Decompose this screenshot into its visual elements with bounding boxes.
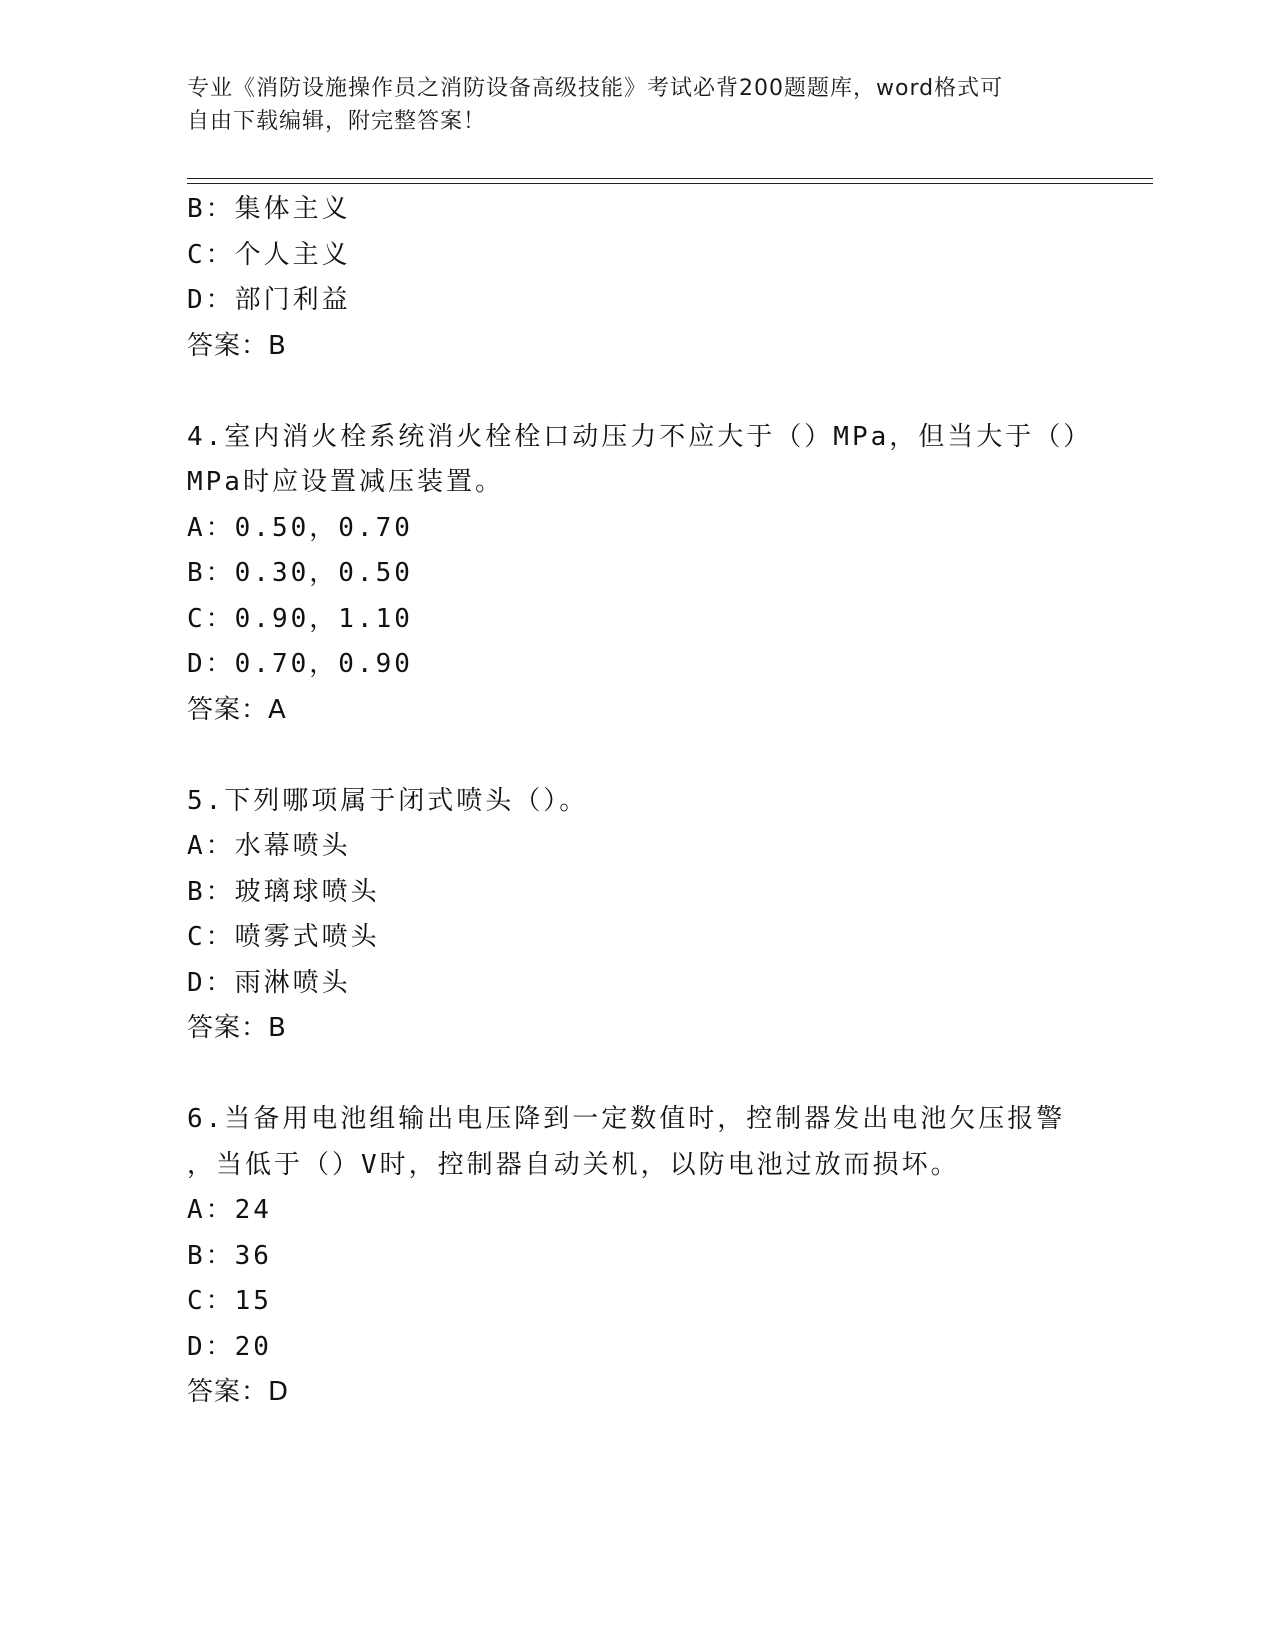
option-d: D：部门利益 bbox=[187, 285, 351, 315]
option-c: C：0.90，1.10 bbox=[187, 603, 413, 634]
question-stem-continued: ，当低于（）V时，控制器自动关机，以防电池过放而损坏。 bbox=[187, 1149, 960, 1180]
question-stem-continued: MPa时应设置减压装置。 bbox=[187, 467, 504, 497]
header-line-1: 专业《消防设施操作员之消防设备高级技能》考试必背200题题库，word格式可 bbox=[187, 76, 1004, 101]
option-a: A：24 bbox=[187, 1195, 272, 1225]
document-header bbox=[187, 72, 1057, 138]
header-line-2: 自由下载编辑，附完整答案！ bbox=[187, 109, 487, 134]
answer-line: 答案：A bbox=[187, 694, 287, 725]
option-c: C：个人主义 bbox=[187, 239, 351, 270]
option-b: B：0.30，0.50 bbox=[187, 558, 413, 588]
question-list bbox=[187, 187, 1093, 1416]
question-block-5 bbox=[187, 779, 1087, 1052]
option-a: A：水幕喷头 bbox=[187, 831, 351, 861]
question-block-4 bbox=[187, 415, 1093, 734]
question-stem: 4.室内消火栓系统消火栓栓口动压力不应大于（）MPa，但当大于（） bbox=[187, 421, 1093, 452]
question-block-6 bbox=[187, 1097, 1087, 1416]
header-divider-bottom bbox=[187, 183, 1153, 184]
option-d: D：0.70，0.90 bbox=[187, 649, 413, 679]
option-b: B：集体主义 bbox=[187, 194, 351, 224]
answer-line: 答案：B bbox=[187, 1013, 287, 1043]
option-a: A：0.50，0.70 bbox=[187, 512, 413, 543]
option-c: C：15 bbox=[187, 1286, 272, 1316]
option-b: B：玻璃球喷头 bbox=[187, 876, 380, 907]
option-d: D：雨淋喷头 bbox=[187, 967, 351, 998]
option-c: C：喷雾式喷头 bbox=[187, 922, 380, 952]
question-block-partial bbox=[187, 187, 1087, 369]
answer-line: 答案：D bbox=[187, 1377, 290, 1407]
question-stem: 5.下列哪项属于闭式喷头（）。 bbox=[187, 785, 589, 816]
option-b: B：36 bbox=[187, 1240, 272, 1271]
header-divider-top bbox=[187, 178, 1153, 179]
option-d: D：20 bbox=[187, 1331, 272, 1362]
question-stem: 6.当备用电池组输出电压降到一定数值时，控制器发出电池欠压报警 bbox=[187, 1104, 1066, 1134]
answer-line: 答案：B bbox=[187, 330, 287, 361]
